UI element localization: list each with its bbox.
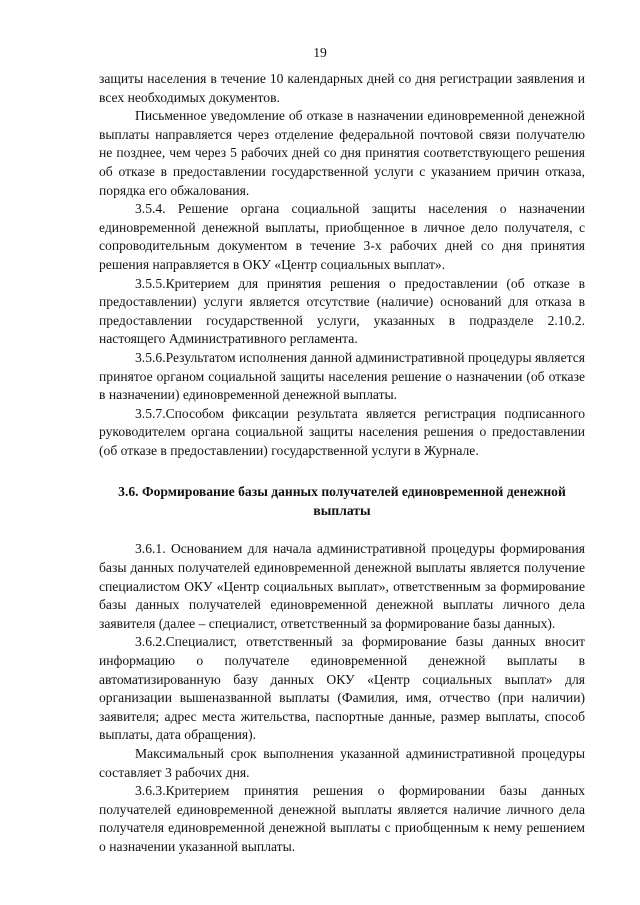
paragraph-3-6-2: 3.6.2.Специалист, ответственный за формирование базы данных вносит информацию о получателе единовременной денежной выплаты в автоматизированную базу данных ОКУ «Центр социальных выплат» для организации вышеназванной выплаты (Фамилия, имя, отчество (при наличии) заявителя; адрес места жительства, паспортные данные, размер выплаты, способ выплаты, дата обращения). <box>99 634 585 743</box>
paragraph-3-5-6: 3.5.6.Результатом исполнения данной административной процедуры является принятое органом социальной защиты населения решение о назначении (об отказе в назначении) единовременной денежной выплаты. <box>99 349 585 403</box>
paragraph-max-term: Максимальный срок выполнения указанной административной процедуры составляет 3 рабочих дня. <box>99 746 585 780</box>
paragraph-3-6-1: 3.6.1. Основанием для начала административной процедуры формирования базы данных получателей единовременной денежной выплаты является получение специалистом ОКУ «Центр социальных выплат», ответственным за формирование базы данных получателей единовременной денежной выплаты личного дела заявителя (далее – специалист, ответственный за формирование базы данных). <box>99 541 585 631</box>
paragraph-3-5-5: 3.5.5.Критерием для принятия решения о предоставлении (об отказе в предоставлении) услуги является отсутствие (наличие) оснований для отказа в предоставлении государственной услуги, указанных в подразделе 2.10.2. настоящего Административного регламента. <box>99 275 585 347</box>
page-number: 19 <box>313 45 327 60</box>
paragraph-3-5-4: 3.5.4. Решение органа социальной защиты населения о назначении единовременной денежной выплаты, приобщенное в личное дело получателя, с сопроводительным документом в течение 3-х рабочих дней со дня принятия решения направляется в ОКУ «Центр социальных выплат». <box>99 201 585 272</box>
paragraph-3-5-7: 3.5.7.Способом фиксации результата является регистрация подписанного руководителем органа социальной защиты населения решения о предоставлении (об отказе в предоставлении) государственной услуги в Журнале. <box>99 405 585 458</box>
document-body <box>99 70 585 857</box>
paragraph-3-6-3: 3.6.3.Критерием принятия решения о формировании базы данных получателей единовременной денежной выплаты является наличие личного дела получателя единовременной денежной выплаты с приобщенным к нему решением о назначении указанной выплаты. <box>99 783 585 854</box>
section-heading-3-6: 3.6. Формирование базы данных получателей единовременной денежной выплаты <box>118 484 566 519</box>
paragraph-continuation: защиты населения в течение 10 календарных дней со дня регистрации заявления и всех необходимых документов. <box>99 71 585 105</box>
paragraph-refusal-notice: Письменное уведомление об отказе в назначении единовременной денежной выплаты направляется через отделение федеральной почтовой связи получателю не позднее, чем через 5 рабочих дней со дня принятия соответствующего решения об отказе в предоставлении государственной услуги с указанием причин отказа, порядка его обжалования. <box>99 108 585 198</box>
